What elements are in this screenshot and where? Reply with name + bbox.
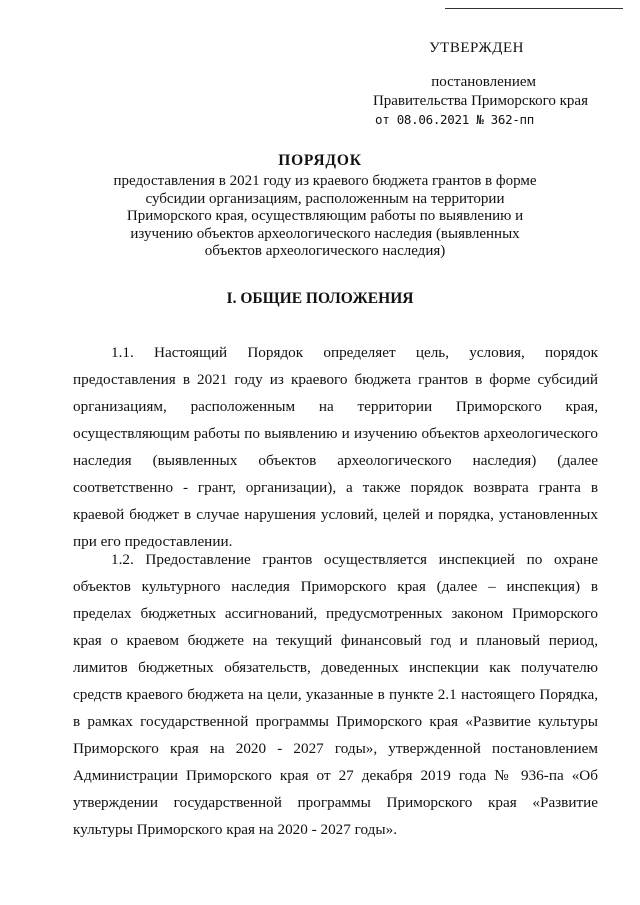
- approved-label: УТВЕРЖДЕН: [429, 40, 524, 56]
- approval-line-resolution: постановлением: [431, 74, 536, 90]
- top-rule: [445, 8, 623, 9]
- approval-line-government: Правительства Приморского края: [372, 93, 588, 109]
- paragraph-1-2: 1.2. Предоставление грантов осуществляется инспекцией по охране объектов культурного наследия Приморского края (далее – инспекция) в пределах бюджетных ассигнований, предусмотренных законом Приморского края о краевом бюджете на текущий финансовый год и плановый период, лимитов бюджетных обязательств, доведенных инспекции как получателю средств краевого бюджета на цели, указанные в пункте 2.1 настоящего Порядка, в рамках государственной программы Приморского края «Развитие культуры Приморского края на 2020 - 2027 годы», утвержденной постановлением Администрации Приморского края от 27 декабря 2019 года № 936-па «Об утверждении государственной программы Приморского края «Развитие культуры Приморского края на 2020 - 2027 годы».: [73, 551, 598, 838]
- document-subtitle: предоставления в 2021 году из краевого бюджета грантов в форме субсидии организациям, расположенным на территории Приморского края, осуществляющим работы по выявлению и изучению объектов археологического наследия (выявленных объектов археологического наследия): [113, 173, 537, 260]
- section-heading: I. ОБЩИЕ ПОЛОЖЕНИЯ: [226, 290, 414, 307]
- approval-line-date-number: от 08.06.2021 № 362-пп: [375, 112, 534, 127]
- document-title: ПОРЯДОК: [278, 152, 362, 169]
- paragraph-1-1: 1.1. Настоящий Порядок определяет цель, условия, порядок предоставления в 2021 году из краевого бюджета грантов в форме субсидий организациям, расположенным на территории Приморского края, осуществляющим работы по выявлению и изучению объектов археологического наследия (выявленных объектов археологического наследия) (далее соответственно - грант, организации), а также порядок возврата гранта в краевой бюджет в случае нарушения условий, целей и порядка, установленных при его предоставлении.: [73, 344, 598, 550]
